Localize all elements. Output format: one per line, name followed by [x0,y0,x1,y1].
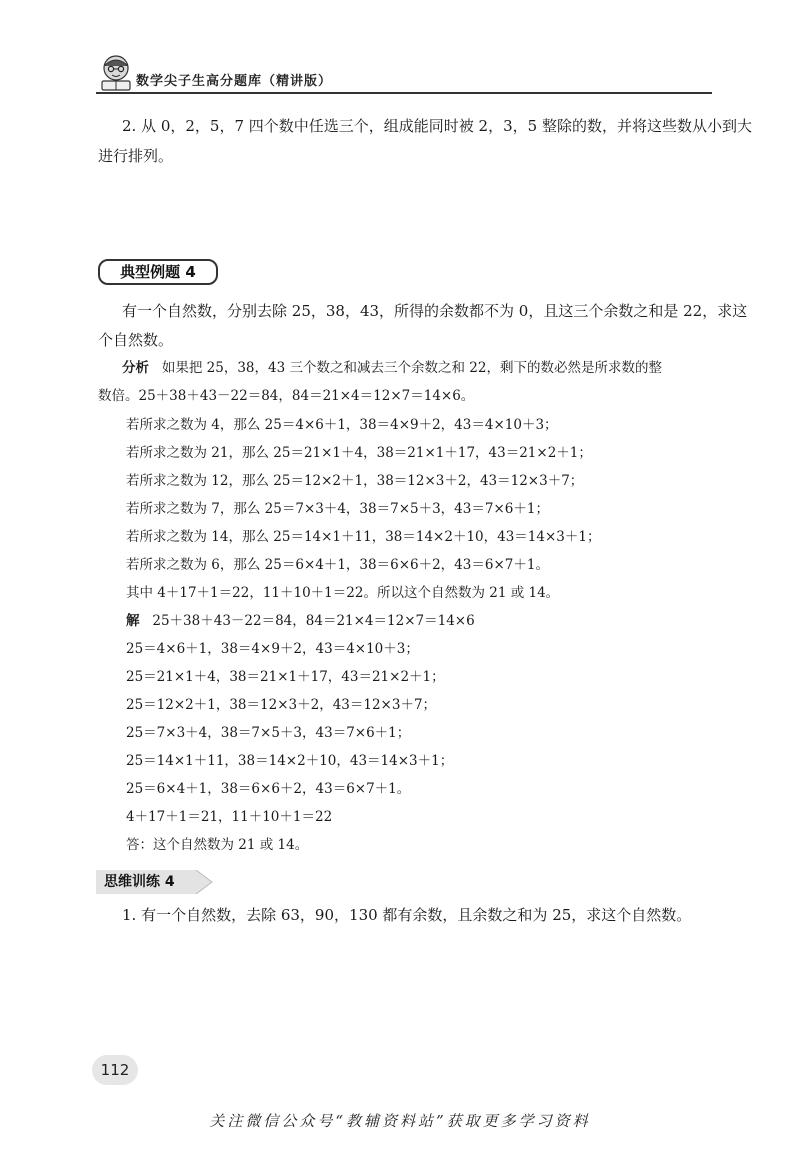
solution-line: 25＝7×3＋4，38＝7×5＋3，43＝7×6＋1； [126,725,411,741]
example-heading: 典型例题 4 [98,259,218,285]
header-divider [96,92,712,94]
solution-line: 25＝14×1＋11，38＝14×2＋10，43＝14×3＋1； [126,753,454,769]
analysis-line-1 [122,359,662,377]
analysis-case: 若所求之数为 14，那么 25＝14×1＋11，38＝14×2＋10，43＝14×3＋1； [126,529,601,545]
solution-line: 25＝21×1＋4，38＝21×1＋17，43＝21×2＋1； [126,669,445,685]
analysis-case: 若所求之数为 12，那么 25＝12×2＋1，38＝12×3＋2，43＝12×3＋7； [126,473,584,489]
analysis-case: 若所求之数为 21，那么 25＝21×1＋4，38＝21×1＋17，43＝21×2＋1； [126,445,592,461]
question-2-line-2: 进行排列。 [98,147,174,165]
analysis-line-2: 数倍。25＋38＋43－22＝84，84＝21×4＝12×7＝14×6。 [98,388,475,404]
analysis-case: 若所求之数为 7，那么 25＝7×3＋4，38＝7×5＋3，43＝7×6＋1； [126,501,549,517]
analysis-case: 若所求之数为 4，那么 25＝4×6＋1，38＝4×9＋2，43＝4×10＋3； [126,417,558,433]
analysis-text-1: 如果把 25，38，43 三个数之和减去三个余数之和 22，剩下的数必然是所求数的整 [161,360,662,376]
solution-answer: 答：这个自然数为 21 或 14。 [126,837,309,853]
example-problem-line-2: 个自然数。 [98,331,174,349]
example-problem-line-1: 有一个自然数，分别去除 25，38，43，所得的余数都不为 0，且这三个余数之和是 22，求这 [122,302,748,320]
training-heading [96,870,214,894]
running-header [96,52,716,96]
solution-text-first: 25＋38＋43－22＝84，84＝21×4＝12×7＝14×6 [152,613,475,629]
footer-promo: 关注微信公众号“教辅资料站”获取更多学习资料 [209,1112,591,1130]
analysis-label: 分析 [122,360,149,376]
solution-line: 4＋17＋1＝21，11＋10＋1＝22 [126,809,333,825]
analysis-conclusion: 其中 4＋17＋1＝22，11＋10＋1＝22。所以这个自然数为 21 或 14。 [126,585,560,601]
student-mascot-icon [96,52,136,92]
training-label: 思维训练 4 [104,874,175,890]
solution-label: 解 [126,613,140,629]
solution-line: 25＝6×4＋1，38＝6×6＋2，43＝6×7＋1。 [126,781,411,797]
book-title: 数学尖子生高分题库（精讲版） [136,74,333,89]
solution-line: 25＝12×2＋1，38＝12×3＋2，43＝12×3＋7； [126,697,437,713]
training-question-1: 1. 有一个自然数，去除 63，90，130 都有余数，且余数之和为 25，求这个自然数。 [122,906,692,924]
analysis-case: 若所求之数为 6，那么 25＝6×4＋1，38＝6×6＋2，43＝6×7＋1。 [126,557,549,573]
question-2-line-1: 2. 从 0，2，5，7 四个数中任选三个，组成能同时被 2，3，5 整除的数，并将这些数从小到大 [122,117,752,135]
page-number: 112 [92,1055,138,1085]
solution-line: 25＝4×6＋1，38＝4×9＋2，43＝4×10＋3； [126,641,419,657]
solution-line-first [126,612,475,630]
